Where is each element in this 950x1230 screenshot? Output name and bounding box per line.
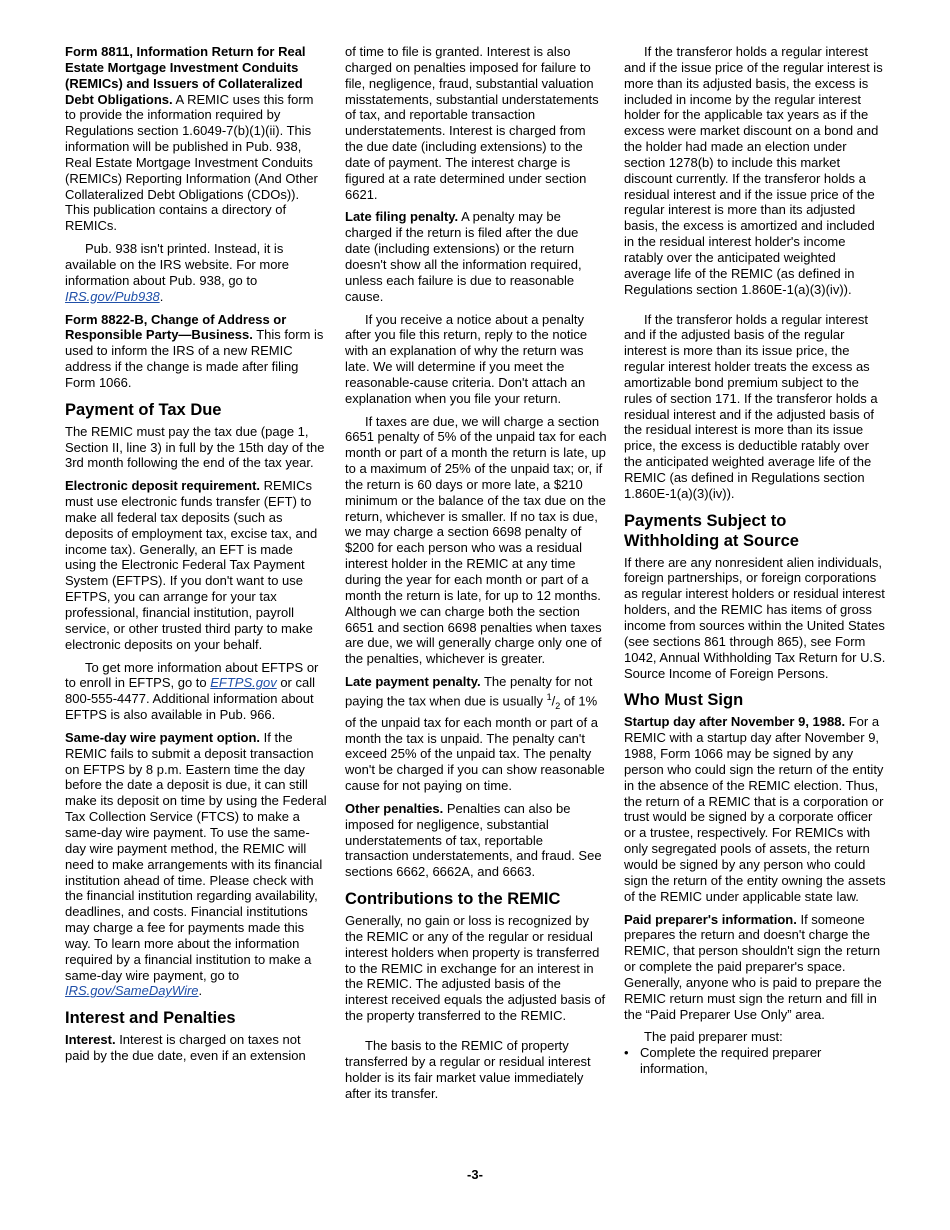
- link-eftps[interactable]: EFTPS.gov: [210, 675, 277, 691]
- paragraph-paid-preparer: [624, 912, 886, 1023]
- text-startup-day: For a REMIC with a startup day after November 9, 1988, Form 1066 may be signed by any person who could sign the return of the entity in the absence of the REMIC election. Thus, the return of a REMIC that is a corporation or trust would be signed by a corporate officer or a trustee, respectively. For REMICs with only segregated pools of assets, the return would be signed by any person who could sign the return of the entity owning the assets of the REMIC under applicable state law.: [624, 714, 886, 904]
- paragraph-withholding: If there are any nonresident alien individuals, foreign partnerships, or foreign corporations as regular interest holders or residual interest holders, and the REMIC has items of gross income from sources within the United States (see sections 861 through 865), see Form 1042, Annual Withholding Tax Return for U.S. Source Income of Foreign Persons.: [624, 554, 886, 681]
- paragraph-form-8811: [65, 44, 327, 234]
- heading-late-payment: Late payment penalty.: [345, 674, 481, 690]
- paragraph-basis: The basis to the REMIC of property transferred by a regular or residual interest holder is its fair market value immediately after its transfer.: [345, 1038, 591, 1101]
- section-heading-payment: Payment of Tax Due: [65, 400, 222, 419]
- link-same-day-wire[interactable]: IRS.gov/SameDayWire: [65, 983, 199, 999]
- section-heading-who-must-sign: Who Must Sign: [624, 691, 744, 710]
- heading-form-8822b: Form 8822-B, Change of Address or Responsible Party—Business.: [65, 311, 287, 343]
- text-same-day-wire: If the REMIC fails to submit a deposit transaction on EFTPS by 8 p.m. Eastern time the day before the date a deposit is due, it can still make its deposit on time by using the Federal Tax Collection Service (FTCS) to make a same-day wire payment. To use the same-day wire payment method, the REMIC will need to make arrangements with its financial institution ahead of time. Please check with the financial institution regarding availability, deadlines, and costs. Financial institutions may charge a fee for payments made this way. To learn more about the information required by a financial institution to make a same-day wire payment, go to: [65, 729, 327, 983]
- fraction-slash: /: [551, 693, 556, 709]
- text-pub-938: Pub. 938 isn't printed. Instead, it is available on the IRS website. For more information about Pub. 938, go to: [65, 241, 289, 288]
- section-heading-contributions: Contributions to the REMIC: [345, 890, 561, 909]
- paragraph-interest: [65, 1032, 327, 1064]
- paragraph-other-penalties: [345, 801, 607, 880]
- paragraph-preparer-must: The paid preparer must:: [644, 1029, 783, 1045]
- paragraph-electronic-deposit: [65, 478, 327, 652]
- paragraph-form-8822b: [65, 312, 327, 391]
- text-period: .: [159, 288, 164, 304]
- text-late-payment-b: of 1% of the unpaid tax for each month or part of a month the tax is unpaid. The penalty can't exceed 25% of the unpaid tax. The penalty won't be charged if you can show reasonable cause for not paying on time.: [345, 693, 605, 794]
- text-form-8822b: This form is used to inform the IRS of a new REMIC address if the change is made after filing Form 1066.: [65, 327, 324, 390]
- heading-same-day-wire: Same-day wire payment option.: [65, 729, 261, 745]
- paragraph-interest-cont: of time to file is granted. Interest is also charged on penalties imposed for failure to file, negligence, fraud, substantial valuation misstatements, substantial understatements of tax, and reportable transaction understatements. Interest is charged from the due date (including extensions) to the date of payment. The interest charge is figured at a rate determined under section 6621.: [345, 44, 599, 202]
- paragraph-startup-day: [624, 714, 886, 904]
- fraction-numerator: 1: [546, 691, 552, 702]
- paragraph-pub-938: [65, 241, 327, 304]
- paragraph-contributions: Generally, no gain or loss is recognized by the REMIC or any of the regular or residual interest holders when property is transferred to the REMIC in exchange for an interest in the REMIC. The adjusted basis of the interest received equals the adjusted basis of the property transferred to the REMIC.: [345, 913, 606, 1024]
- paragraph-transferor-regular: If the transferor holds a regular interest and if the issue price of the regular interest is more than its adjusted basis, the excess is included in income by the regular interest holder for the applicable tax years as if the excess were market discount on a bond and the holder had made an election under section 1278(b) to include this market discount currently. If the transferor holds a residual interest and if the issue price of the regular interest is more than its adjusted basis, the excess is amortized and included in the residual interest holder's income ratably over the anticipated weighted average life of the REMIC (as defined in Regulations section 1.860E-1(a)(3)(iv)).: [624, 44, 883, 297]
- list-item: [624, 1045, 886, 1077]
- paragraph-penalty-notice: If you receive a notice about a penalty after you file this return, reply to the notice with an explanation of why the return was late. We will determine if you meet the reasonable-cause criteria. Don't attach an explanation when you file your return.: [345, 311, 588, 406]
- paragraph-late-payment: [345, 674, 607, 794]
- paragraph-section-6651: If taxes are due, we will charge a section 6651 penalty of 5% of the unpaid tax for each month or part of a month the return is late, up to a maximum of 25% of the unpaid tax; or, if the return is 60 days or more late, a $210 minimum or the balance of the tax due on the return, whichever is smaller. If no tax is due, we may charge a section 6698 penalty of $200 for each person who was a residual interest holder in the REMIC at any time during the year for each month or part of a month the return is late, for up to 12 months. Although we can charge both the section 6651 and section 6698 penalties when taxes are due, we will generally charge only one of the penalties, whichever is greater.: [345, 413, 607, 667]
- text-electronic-deposit: REMICs must use electronic funds transfer (EFT) to make all federal tax deposits (such as deposits of employment tax, excise tax, and income tax). Generally, an EFT is made using the Electronic Federal Tax Payment System (EFTPS). If you don't want to use EFTPS, you can arrange for your tax professional, financial institution, payroll service, or other trusted third party to make electronic deposits on your behalf.: [65, 478, 318, 652]
- heading-other-penalties: Other penalties.: [345, 800, 444, 816]
- paragraph-eftps: [65, 660, 327, 723]
- paragraph-same-day-wire: [65, 730, 327, 999]
- link-irs-pub938[interactable]: IRS.gov/Pub938: [65, 288, 160, 304]
- column-middle: [345, 44, 607, 1108]
- paragraph-transferor-adjusted: If the transferor holds a regular interest and if the adjusted basis of the regular interest is more than its issue price, the regular interest holder treats the excess as amortizable bond premium subject to the rules of section 171. If the transferor holds a residual interest and if the adjusted basis of the residual interest is more than its issue price, the excess is deductible ratably over the anticipated weighted average life of the REMIC (as defined in Regulations section 1.860E-1(a)(3)(iv)).: [624, 311, 878, 501]
- text-paid-preparer: If someone prepares the return and doesn't charge the REMIC, that person shouldn't sign the return or complete the paid preparer's space. Generally, anyone who is paid to prepare the REMIC return must sign the return and fill in the “Paid Preparer Use Only” area.: [624, 911, 882, 1022]
- heading-form-8811: Form 8811, Information Return for Real Estate Mortgage Investment Conduits (REMICs) and Issuers of Collateralized Debt Obligations.: [65, 44, 306, 107]
- page-number: -3-: [467, 1167, 483, 1182]
- heading-late-filing: Late filing penalty.: [345, 209, 459, 225]
- heading-interest: Interest.: [65, 1032, 116, 1048]
- heading-paid-preparer: Paid preparer's information.: [624, 911, 797, 927]
- heading-startup-day: Startup day after November 9, 1988.: [624, 714, 846, 730]
- text-period: .: [198, 983, 203, 999]
- text-late-filing: A penalty may be charged if the return is filed after the due date (including extensions) or the return doesn't show all the information required, unless each failure is due to reasonable cause.: [345, 209, 582, 304]
- bullet-mark: •: [624, 1045, 629, 1061]
- text-other-penalties: Penalties can also be imposed for negligence, substantial understatements of tax, reportable transaction understatements, and fraud. See sections 6662, 6662A, and 6663.: [345, 800, 602, 880]
- section-heading-withholding: Payments Subject to Withholding at Source: [624, 511, 799, 550]
- bullet-text: Complete the required preparer information,: [640, 1045, 822, 1077]
- paragraph-payment-due: The REMIC must pay the tax due (page 1, Section II, line 3) in full by the 15th day of the 3rd month following the end of the tax year.: [65, 423, 325, 471]
- text-interest: Interest is charged on taxes not paid by the due date, even if an extension: [65, 1032, 306, 1064]
- text-form-8811: A REMIC uses this form to provide the information required by Regulations section 1.6049-7(b)(1)(ii). This information will be published in Pub. 938, Real Estate Mortgage Investment Conduits (REMICs) Reporting Information (And Other Collateralized Debt Obligations (CDOs)). This publication contains a directory of REMICs.: [65, 91, 318, 234]
- heading-electronic-deposit: Electronic deposit requirement.: [65, 478, 261, 494]
- column-right: [624, 44, 886, 1077]
- paragraph-late-filing: [345, 209, 607, 304]
- text-eftps-b: or call 800-555-4477. Additional information about EFTPS is also available in Pub. 966.: [65, 675, 315, 723]
- column-left: [65, 44, 327, 1071]
- text-late-payment-a: The penalty for not paying the tax when due is usually: [345, 674, 593, 709]
- section-heading-interest-penalties: Interest and Penalties: [65, 1009, 236, 1028]
- fraction-denominator: 2: [555, 700, 561, 711]
- text-eftps-a: To get more information about EFTPS or to enroll in EFTPS, go to: [65, 659, 319, 691]
